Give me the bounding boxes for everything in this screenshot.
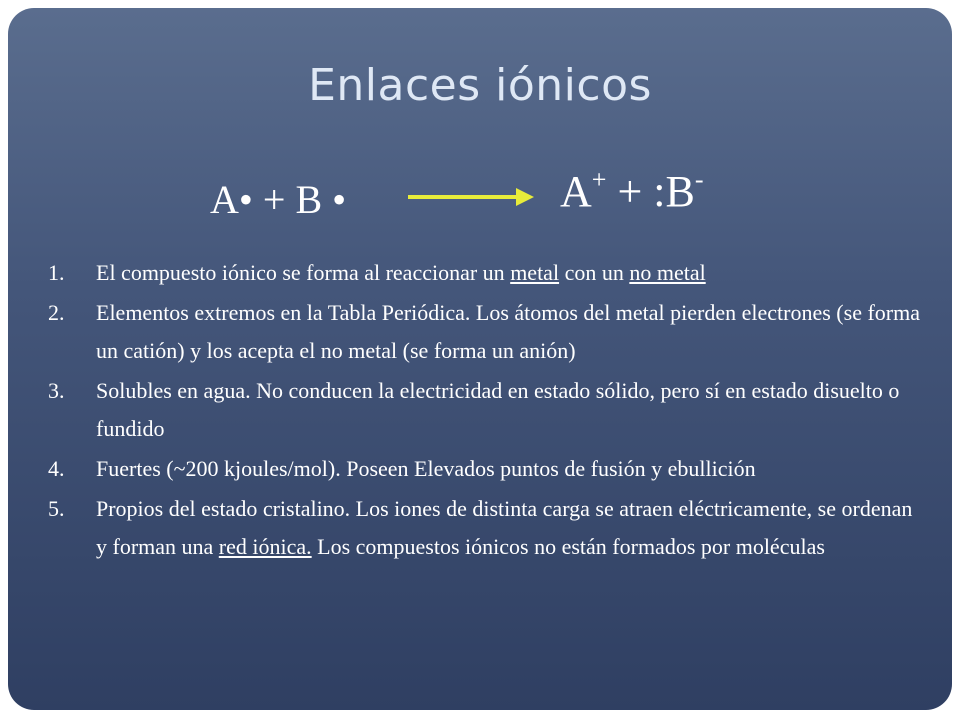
list-item [48, 490, 928, 566]
equation-reactants: A• + B • [210, 177, 347, 222]
list-text: El compuesto iónico se forma al reaccionar un [96, 260, 511, 285]
properties-list [48, 254, 928, 568]
list-item [48, 254, 928, 292]
list-text: Elementos extremos en la Tabla Periódica. Los átomos del metal pierden electrones (se forma un catión) y los acepta el no metal (se forma un anión) [96, 300, 920, 363]
list-number: 2. [48, 300, 65, 325]
list-text: Fuertes (~200 kjoules/mol). Poseen Elevados puntos de fusión y ebullición [96, 456, 756, 481]
anion-charge: - [694, 165, 704, 194]
underlined-term-no-metal: no metal [629, 260, 706, 285]
anion-part: + :B [606, 167, 695, 216]
list-number: 4. [48, 456, 65, 481]
list-number: 3. [48, 378, 65, 403]
list-text: con un [559, 260, 630, 285]
list-text: Solubles en agua. No conducen la electricidad en estado sólido, pero sí en estado disuelto o fundido [96, 378, 900, 441]
list-item [48, 294, 928, 370]
list-text: Los compuestos iónicos no están formados por moléculas [311, 534, 825, 559]
equation-products [560, 166, 704, 217]
list-item [48, 450, 928, 488]
cation-charge: + [591, 165, 607, 194]
slide [8, 8, 952, 710]
list-number: 1. [48, 260, 65, 285]
list-text: Propios del estado cristalino. Los iones de distinta carga se atraen eléctricamente, se ordenan y forman una [96, 496, 913, 559]
cation-symbol: A [560, 167, 592, 216]
underlined-term-metal: metal [510, 260, 560, 285]
reaction-arrow-icon [406, 184, 536, 210]
list-number: 5. [48, 496, 65, 521]
slide-title: Enlaces iónicos [308, 60, 652, 111]
list-item [48, 372, 928, 448]
underlined-term-red-ionica: red iónica. [218, 534, 312, 559]
